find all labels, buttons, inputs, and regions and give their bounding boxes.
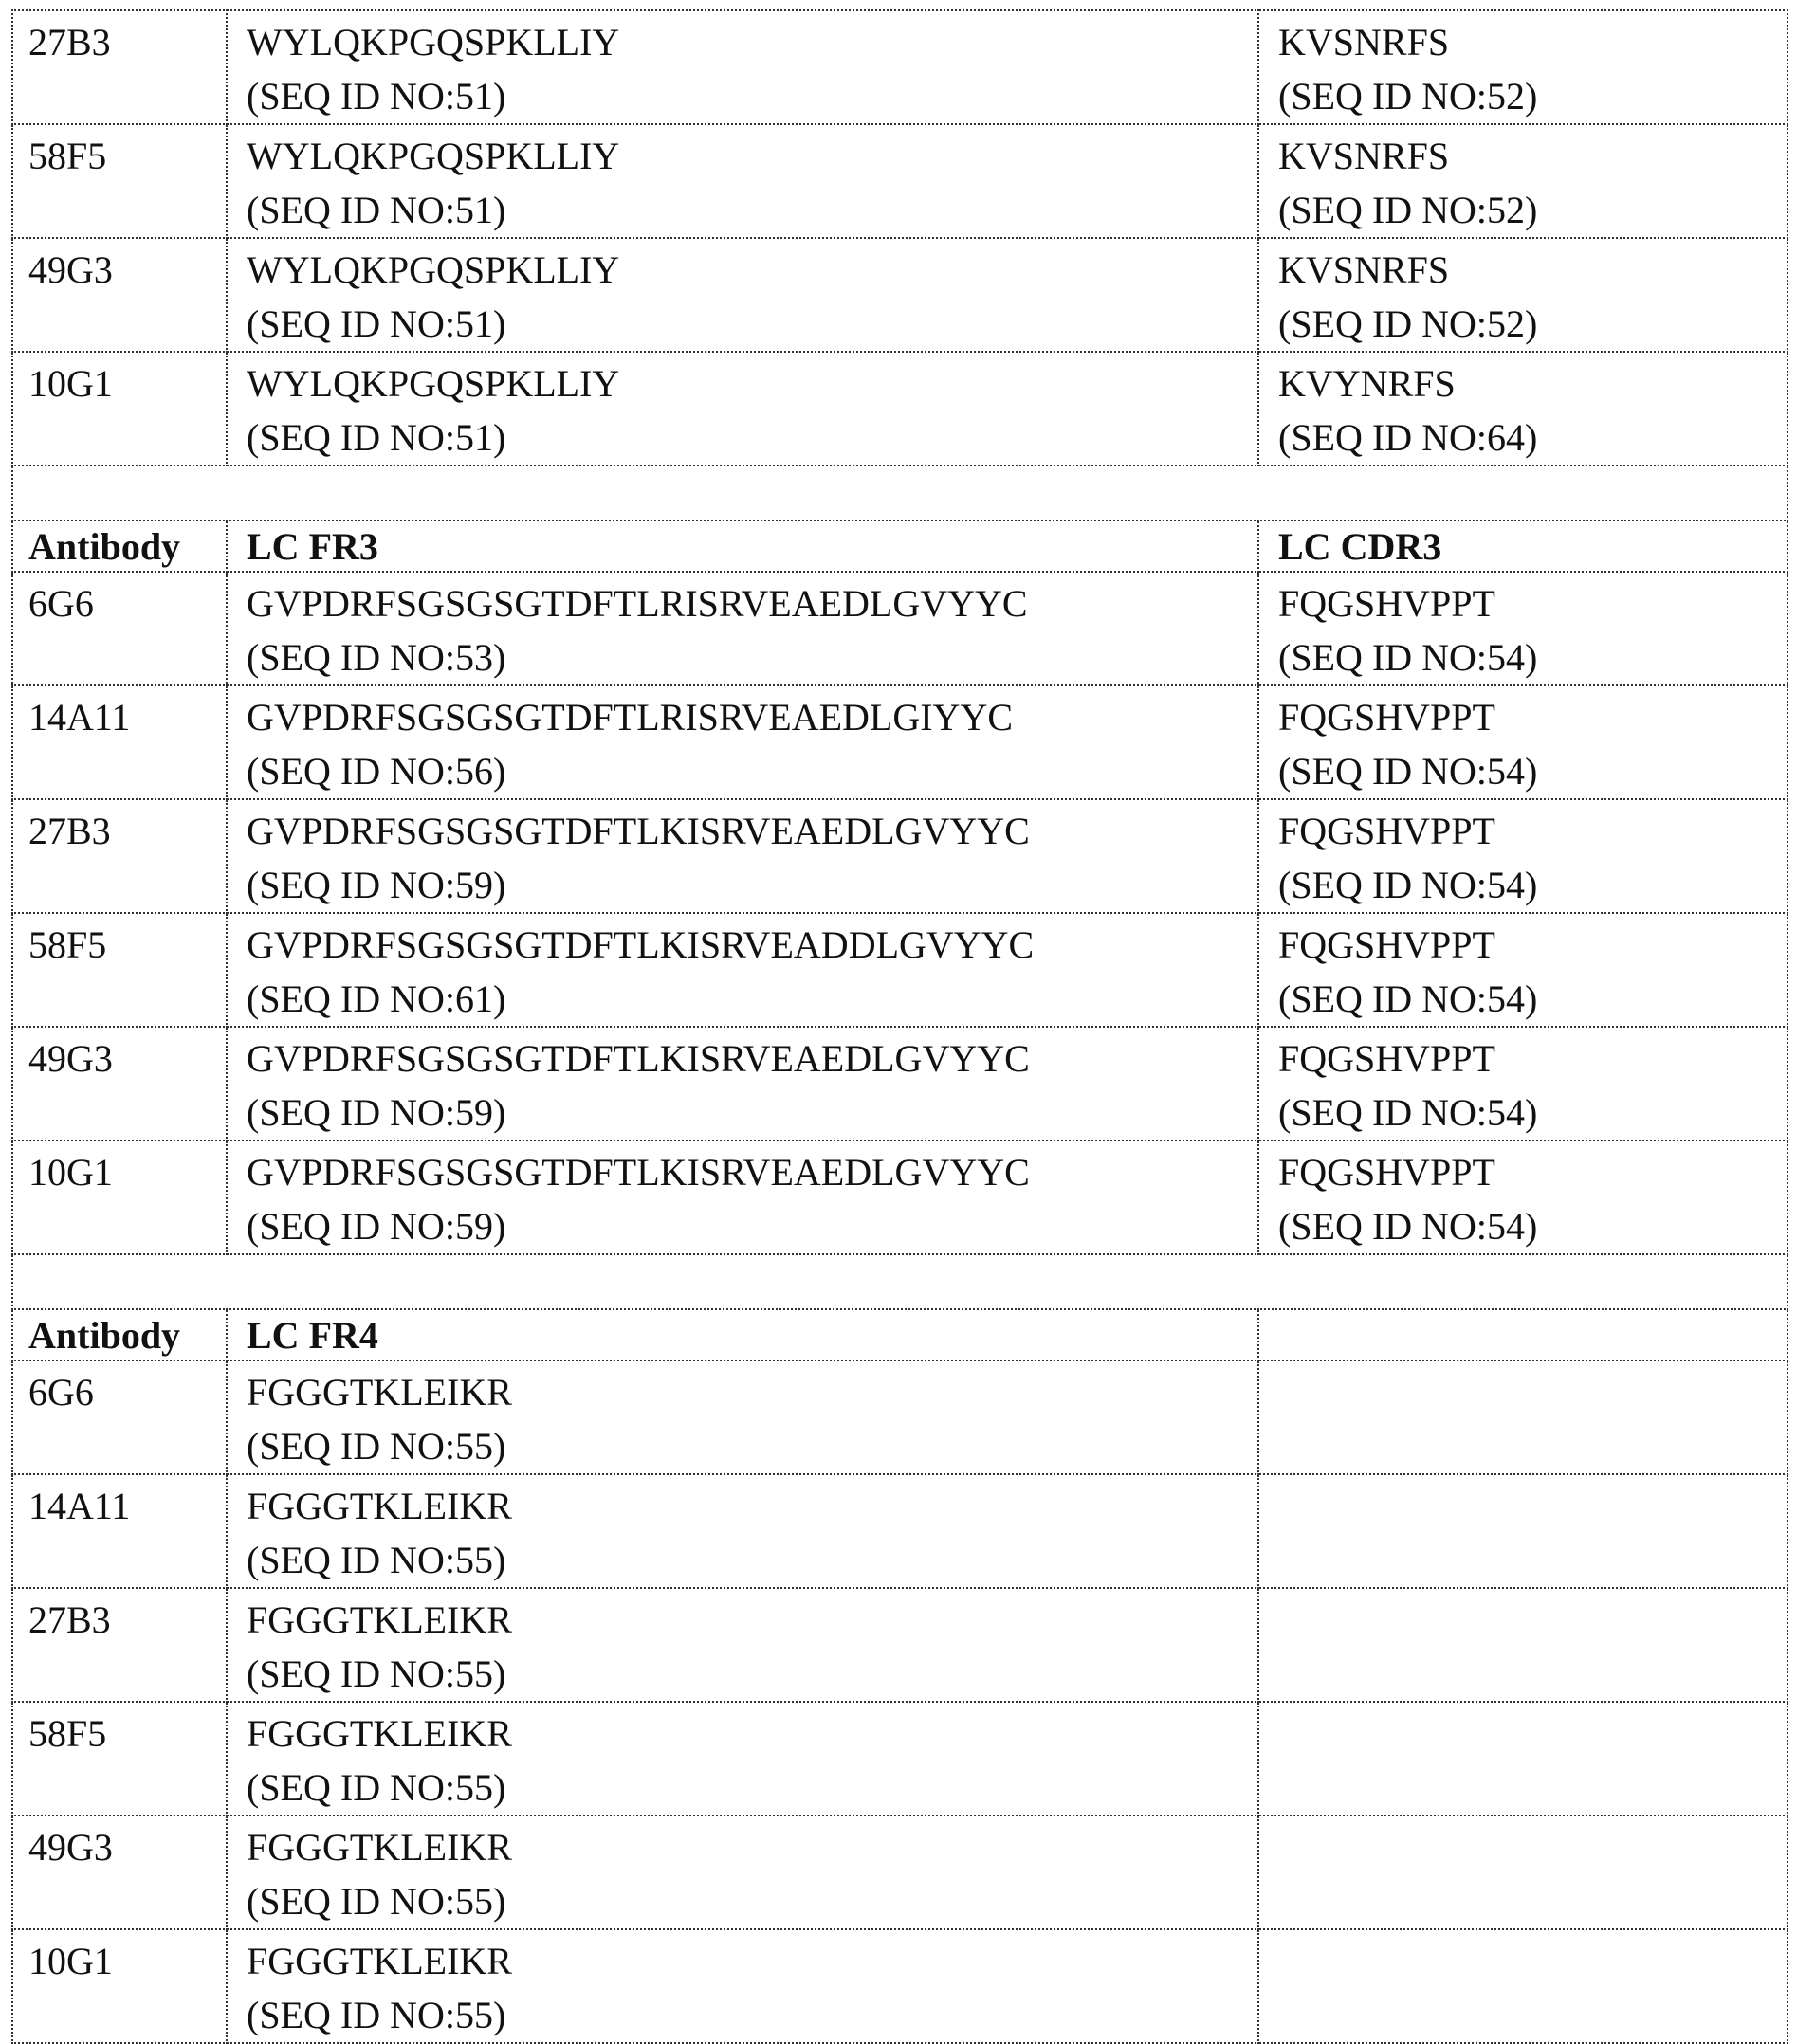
framework-seq-id: (SEQ ID NO:55) xyxy=(247,1761,1257,1815)
cdr-cell xyxy=(1258,572,1788,685)
cdr-cell xyxy=(1258,1588,1788,1702)
table-row xyxy=(12,1588,1788,1702)
table-row xyxy=(12,1141,1788,1254)
cdr-cell xyxy=(1258,10,1788,124)
header-cell-antibody: Antibody xyxy=(12,1309,227,1360)
header-cell-cdr: LC CDR3 xyxy=(1258,520,1788,572)
table-row xyxy=(12,1929,1788,2043)
cdr-sequence: FQGSHVPPT xyxy=(1278,690,1787,744)
antibody-cell: 6G6 xyxy=(12,572,227,685)
framework-cell xyxy=(227,685,1258,799)
antibody-cell: 49G3 xyxy=(12,1027,227,1141)
cdr-seq-id: (SEQ ID NO:54) xyxy=(1278,972,1787,1026)
framework-sequence: WYLQKPGQSPKLLIY xyxy=(247,129,1257,183)
header-cell-fr: LC FR3 xyxy=(227,520,1258,572)
cdr-cell xyxy=(1258,238,1788,352)
antibody-cell: 27B3 xyxy=(12,10,227,124)
framework-cell xyxy=(227,1141,1258,1254)
framework-sequence: GVPDRFSGSGSGTDFTLRISRVEAEDLGIYYC xyxy=(247,690,1257,744)
cdr-cell xyxy=(1258,1816,1788,1929)
antibody-cell: 10G1 xyxy=(12,352,227,465)
section-spacer-row xyxy=(12,465,1788,520)
framework-seq-id: (SEQ ID NO:55) xyxy=(247,1988,1257,2042)
cdr-seq-id: (SEQ ID NO:54) xyxy=(1278,630,1787,684)
framework-sequence: WYLQKPGQSPKLLIY xyxy=(247,356,1257,411)
cdr-sequence: KVSNRFS xyxy=(1278,15,1787,69)
framework-cell xyxy=(227,1360,1258,1474)
sequence-table xyxy=(11,9,1788,2044)
table-row xyxy=(12,572,1788,685)
cdr-cell xyxy=(1258,799,1788,913)
cdr-cell xyxy=(1258,1360,1788,1474)
antibody-cell: 14A11 xyxy=(12,685,227,799)
framework-sequence: FGGGTKLEIKR xyxy=(247,1593,1257,1647)
antibody-cell: 10G1 xyxy=(12,1141,227,1254)
framework-seq-id: (SEQ ID NO:51) xyxy=(247,183,1257,237)
cdr-cell xyxy=(1258,1141,1788,1254)
cdr-cell xyxy=(1258,913,1788,1027)
cdr-cell xyxy=(1258,1702,1788,1816)
cdr-sequence: FQGSHVPPT xyxy=(1278,1031,1787,1086)
cdr-sequence: KVYNRFS xyxy=(1278,356,1787,411)
table-row xyxy=(12,238,1788,352)
framework-sequence: FGGGTKLEIKR xyxy=(247,1820,1257,1874)
framework-cell xyxy=(227,10,1258,124)
antibody-cell: 49G3 xyxy=(12,238,227,352)
framework-sequence: WYLQKPGQSPKLLIY xyxy=(247,15,1257,69)
framework-seq-id: (SEQ ID NO:51) xyxy=(247,69,1257,123)
framework-seq-id: (SEQ ID NO:61) xyxy=(247,972,1257,1026)
header-cell-antibody: Antibody xyxy=(12,520,227,572)
table-row xyxy=(12,352,1788,465)
framework-cell xyxy=(227,238,1258,352)
framework-cell xyxy=(227,352,1258,465)
framework-cell xyxy=(227,572,1258,685)
cdr-cell xyxy=(1258,352,1788,465)
cdr-cell xyxy=(1258,1027,1788,1141)
antibody-cell: 58F5 xyxy=(12,124,227,238)
table-row xyxy=(12,10,1788,124)
cdr-cell xyxy=(1258,685,1788,799)
cdr-seq-id: (SEQ ID NO:64) xyxy=(1278,411,1787,465)
antibody-cell: 14A11 xyxy=(12,1474,227,1588)
table-row xyxy=(12,124,1788,238)
cdr-sequence: KVSNRFS xyxy=(1278,129,1787,183)
framework-seq-id: (SEQ ID NO:55) xyxy=(247,1874,1257,1928)
cdr-sequence: FQGSHVPPT xyxy=(1278,576,1787,630)
cdr-cell xyxy=(1258,1929,1788,2043)
cdr-seq-id: (SEQ ID NO:52) xyxy=(1278,297,1787,351)
cdr-cell xyxy=(1258,1474,1788,1588)
cdr-sequence: FQGSHVPPT xyxy=(1278,1145,1787,1199)
antibody-cell: 27B3 xyxy=(12,799,227,913)
cdr-seq-id: (SEQ ID NO:54) xyxy=(1278,1199,1787,1253)
framework-cell xyxy=(227,913,1258,1027)
framework-seq-id: (SEQ ID NO:53) xyxy=(247,630,1257,684)
table-row xyxy=(12,1702,1788,1816)
framework-sequence: FGGGTKLEIKR xyxy=(247,1934,1257,1988)
framework-cell xyxy=(227,124,1258,238)
header-cell-fr: LC FR4 xyxy=(227,1309,1258,1360)
header-row xyxy=(12,520,1788,572)
antibody-cell: 6G6 xyxy=(12,1360,227,1474)
framework-cell xyxy=(227,1929,1258,2043)
table-row xyxy=(12,1360,1788,1474)
framework-sequence: GVPDRFSGSGSGTDFTLRISRVEAEDLGVYYC xyxy=(247,576,1257,630)
table-row xyxy=(12,913,1788,1027)
antibody-cell: 10G1 xyxy=(12,1929,227,2043)
framework-sequence: GVPDRFSGSGSGTDFTLKISRVEAEDLGVYYC xyxy=(247,1031,1257,1086)
cdr-sequence: FQGSHVPPT xyxy=(1278,918,1787,972)
table-row xyxy=(12,1474,1788,1588)
framework-seq-id: (SEQ ID NO:55) xyxy=(247,1419,1257,1473)
cdr-seq-id: (SEQ ID NO:54) xyxy=(1278,744,1787,798)
framework-sequence: FGGGTKLEIKR xyxy=(247,1706,1257,1761)
header-row xyxy=(12,1309,1788,1360)
antibody-cell: 49G3 xyxy=(12,1816,227,1929)
framework-seq-id: (SEQ ID NO:55) xyxy=(247,1647,1257,1701)
header-cell-cdr xyxy=(1258,1309,1788,1360)
cdr-seq-id: (SEQ ID NO:54) xyxy=(1278,858,1787,912)
framework-seq-id: (SEQ ID NO:59) xyxy=(247,1086,1257,1140)
antibody-cell: 27B3 xyxy=(12,1588,227,1702)
framework-cell xyxy=(227,1702,1258,1816)
cdr-seq-id: (SEQ ID NO:54) xyxy=(1278,1086,1787,1140)
framework-sequence: GVPDRFSGSGSGTDFTLKISRVEAEDLGVYYC xyxy=(247,804,1257,858)
framework-cell xyxy=(227,1816,1258,1929)
table-row xyxy=(12,1027,1788,1141)
framework-cell xyxy=(227,1588,1258,1702)
framework-sequence: FGGGTKLEIKR xyxy=(247,1479,1257,1533)
table-row xyxy=(12,685,1788,799)
framework-seq-id: (SEQ ID NO:51) xyxy=(247,297,1257,351)
framework-seq-id: (SEQ ID NO:59) xyxy=(247,1199,1257,1253)
spacer-cell xyxy=(12,1254,1788,1309)
framework-cell xyxy=(227,1027,1258,1141)
framework-seq-id: (SEQ ID NO:59) xyxy=(247,858,1257,912)
cdr-sequence: KVSNRFS xyxy=(1278,243,1787,297)
spacer-cell xyxy=(12,465,1788,520)
antibody-cell: 58F5 xyxy=(12,1702,227,1816)
framework-seq-id: (SEQ ID NO:56) xyxy=(247,744,1257,798)
table-row xyxy=(12,799,1788,913)
cdr-cell xyxy=(1258,124,1788,238)
cdr-seq-id: (SEQ ID NO:52) xyxy=(1278,69,1787,123)
framework-sequence: FGGGTKLEIKR xyxy=(247,1365,1257,1419)
section-spacer-row xyxy=(12,1254,1788,1309)
antibody-cell: 58F5 xyxy=(12,913,227,1027)
framework-sequence: GVPDRFSGSGSGTDFTLKISRVEADDLGVYYC xyxy=(247,918,1257,972)
sequence-table-body xyxy=(12,10,1788,2043)
framework-sequence: GVPDRFSGSGSGTDFTLKISRVEAEDLGVYYC xyxy=(247,1145,1257,1199)
framework-seq-id: (SEQ ID NO:55) xyxy=(247,1533,1257,1587)
cdr-sequence: FQGSHVPPT xyxy=(1278,804,1787,858)
framework-sequence: WYLQKPGQSPKLLIY xyxy=(247,243,1257,297)
table-row xyxy=(12,1816,1788,1929)
framework-cell xyxy=(227,799,1258,913)
framework-seq-id: (SEQ ID NO:51) xyxy=(247,411,1257,465)
framework-cell xyxy=(227,1474,1258,1588)
cdr-seq-id: (SEQ ID NO:52) xyxy=(1278,183,1787,237)
